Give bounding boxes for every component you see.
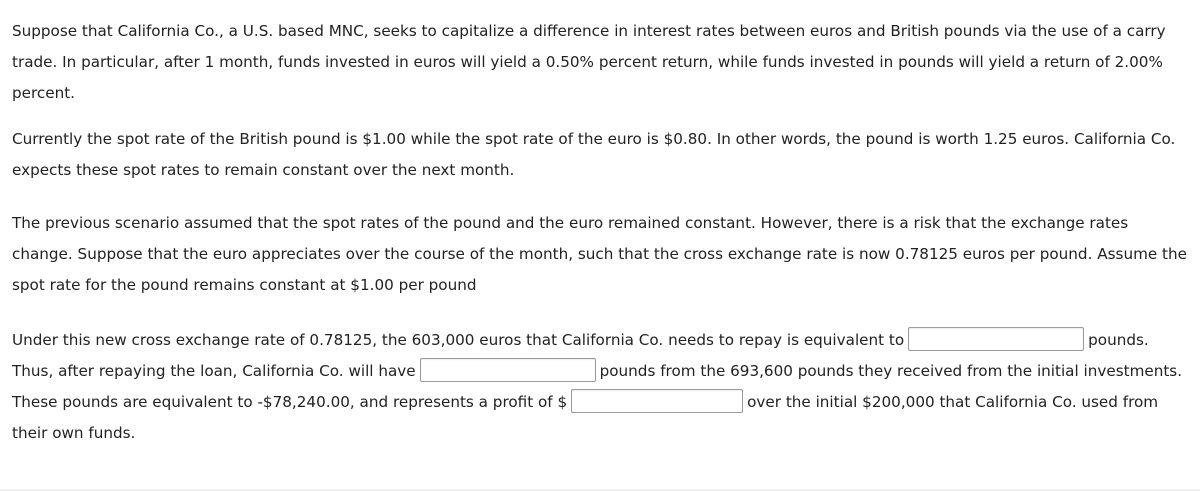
question-text-4: over the initial $200,000 that California Co. used from their own funds. xyxy=(12,393,1159,442)
intro-paragraph: Suppose that California Co., a U.S. based MNC, seeks to capitalize a difference in interest rates between euros and British pounds via the use of a carry trade. In particular, after 1 month, funds invested in euros will yield a 0.50% percent return, while funds invested in pounds will yield a return of 2.00% percent. xyxy=(12,22,1166,102)
pounds-remaining-input[interactable] xyxy=(420,358,596,382)
question-text-2: pounds. Thus, after repaying the loan, California Co. will have xyxy=(12,331,1149,380)
question-text-3: pounds from the 693,600 pounds they received from the initial investments. These pounds are equivalent to -$78,240.00, and represents a profit of $ xyxy=(12,362,1183,411)
problem-content xyxy=(12,16,1192,449)
scenario-paragraph: The previous scenario assumed that the spot rates of the pound and the euro remained constant. However, there is a risk that the exchange rates change. Suppose that the euro appreciates over the course of the month, such that the cross exchange rate is now 0.78125 euros per pound. Assume the spot rate for the pound remains constant at $1.00 per pound xyxy=(12,214,1187,294)
profit-dollars-input[interactable] xyxy=(571,389,743,413)
pounds-equivalent-input[interactable] xyxy=(908,327,1084,351)
spot-rate-paragraph: Currently the spot rate of the British pound is $1.00 while the spot rate of the euro is $0.80. In other words, the pound is worth 1.25 euros. California Co. expects these spot rates to remain constant over the next month. xyxy=(12,130,1176,179)
question-text-1: Under this new cross exchange rate of 0.78125, the 603,000 euros that California Co. needs to repay is equivalent to xyxy=(12,331,905,349)
question-paragraph xyxy=(12,325,1192,449)
